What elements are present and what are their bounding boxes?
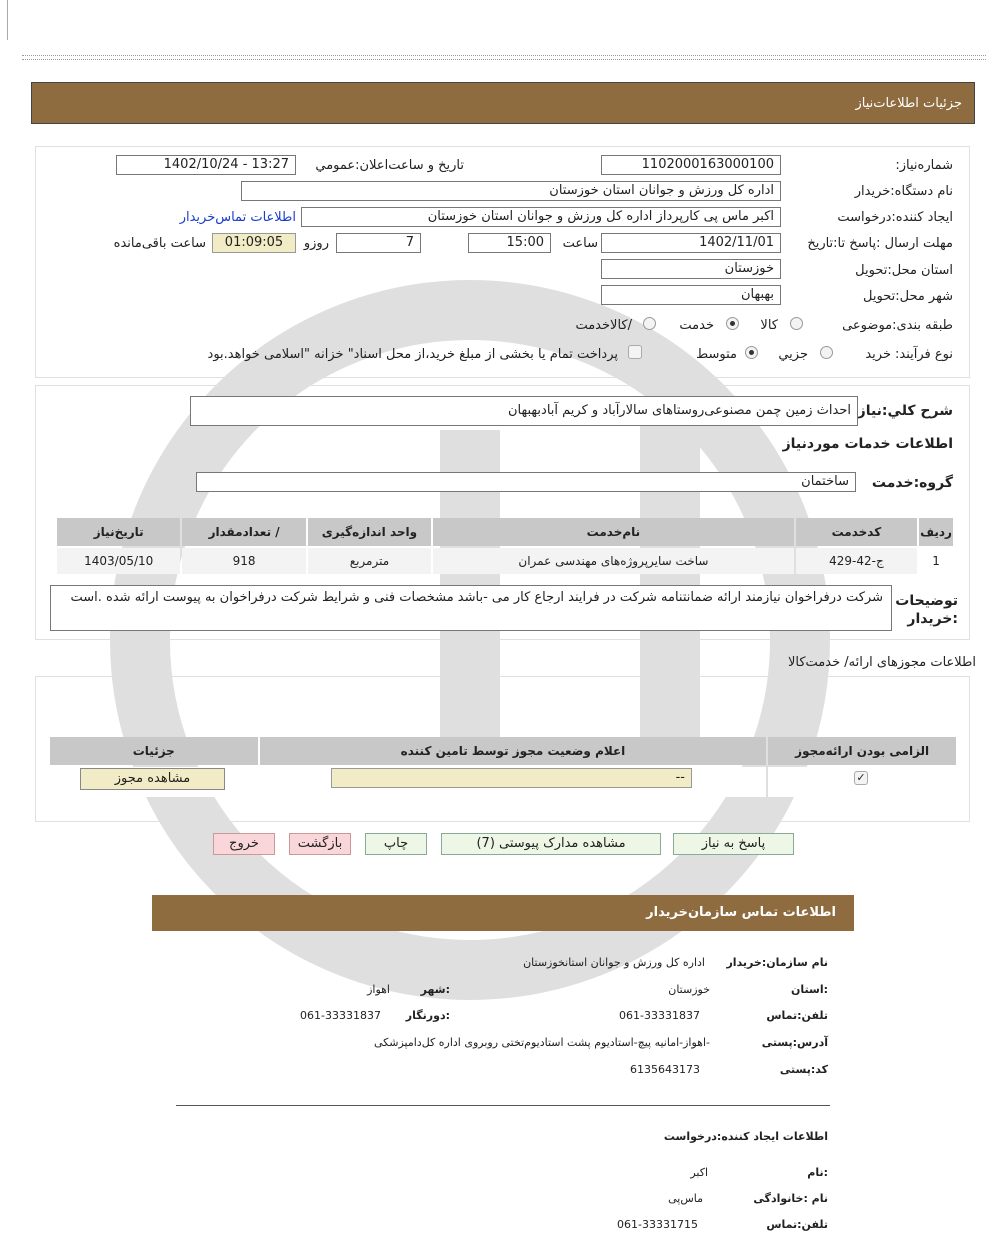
col-details: جزئیات xyxy=(50,737,258,765)
services-title: اطلاعات خدمات موردنیاز xyxy=(782,436,953,452)
description-field: احداث زمین چمن مصنوعی‌روستاهای سالارآباد و کریم آبادبهبهان xyxy=(190,396,858,426)
col-code: کدخدمت xyxy=(796,518,917,546)
print-button[interactable]: چاپ xyxy=(365,833,427,855)
contact-header xyxy=(152,895,854,931)
process-radio-minor[interactable] xyxy=(820,346,833,359)
city-field: بهبهان xyxy=(601,285,781,305)
cell-code: ج-42-429 xyxy=(796,548,917,574)
deadline-time-field: 15:00 xyxy=(468,233,551,253)
col-date: تاریخ‌نیاز xyxy=(57,518,180,546)
name-value: اکبر xyxy=(690,1166,708,1179)
announce-field: 1402/10/24 - 13:27 xyxy=(116,155,296,175)
process-option-minor: جزیي xyxy=(778,347,808,362)
name-label: :نام xyxy=(807,1166,828,1179)
category-option-goods: کالا xyxy=(760,318,778,333)
col-qty: / تعدادمقدار xyxy=(182,518,305,546)
city-contact-label: :شهر xyxy=(420,983,450,996)
postal-value: 6135643173 xyxy=(630,1063,700,1076)
cell-row: 1 xyxy=(919,548,953,574)
days-label: روزو xyxy=(303,236,329,251)
family-value: ماس‌پی xyxy=(668,1192,703,1205)
table-row xyxy=(57,548,953,574)
col-status: اعلام وضعیت مجوز توسط تامین کننده xyxy=(260,737,767,765)
header-title: جزئیات اطلاعات‌نیاز xyxy=(855,96,962,111)
payment-note: پرداخت تمام یا بخشی از مبلغ خرید،از محل اسناد" خزانه "اسلامی خواهد.بود xyxy=(207,347,618,362)
category-option-service: خدمت xyxy=(679,318,714,333)
process-buy-label: خرید xyxy=(865,347,891,362)
fax-label: :دورنگار xyxy=(405,1009,450,1022)
col-name: نام‌خدمت xyxy=(433,518,794,546)
reply-button[interactable]: پاسخ به نیاز xyxy=(673,833,794,855)
col-row: ردیف xyxy=(919,518,953,546)
cell-name: ساخت سایرپروژه‌های مهندسی عمران xyxy=(433,548,794,574)
address-label: آدرس:پستی xyxy=(761,1036,828,1049)
view-permit-button[interactable]: مشاهده مجوز xyxy=(80,768,225,790)
process-radio-medium[interactable] xyxy=(745,346,758,359)
cell-qty: 918 xyxy=(182,548,305,574)
buyer-notes-field: شرکت درفراخوان نیازمند ارائه ضمانتنامه شرکت در فرایند ارجاع کار می -باشد مشخصات فنی و شرایط شرکت درفراخوان به پیوست ارائه شده .است xyxy=(50,585,892,631)
creator-label: ایجاد کننده:درخواست xyxy=(837,210,953,225)
cell-date: 1403/05/10 xyxy=(57,548,180,574)
province-field: خوزستان xyxy=(601,259,781,279)
payment-checkbox[interactable] xyxy=(628,345,642,359)
phone-label: تلفن:تماس xyxy=(766,1009,828,1022)
creator-phone-label: تلفن:تماس xyxy=(766,1218,828,1231)
need-number-label: شماره‌نیاز: xyxy=(895,158,953,173)
buyer-field: اداره کل ورزش و جوانان استان خوزستان xyxy=(241,181,781,201)
address-value: -اهواز-امانیه پیچ-استادیوم پشت استادیوم‌تختی روبروی اداره کل‌دامپزشکی xyxy=(374,1036,710,1049)
creator-phone-value: 061-33331715 xyxy=(617,1218,698,1231)
permits-table-header xyxy=(50,737,956,765)
back-button[interactable]: بازگشت xyxy=(289,833,351,855)
view-docs-button[interactable]: مشاهده مدارک پیوستی (7) xyxy=(441,833,661,855)
province-contact-label: :استان xyxy=(791,983,828,996)
city-contact-value: اهواز xyxy=(367,983,390,996)
permits-title: اطلاعات مجوزهای ارائه/ خدمت‌کالا xyxy=(787,655,976,670)
remaining-time-field: 01:09:05 xyxy=(212,233,296,253)
category-radio-goods[interactable] xyxy=(790,317,803,330)
family-label: نام :خانوادگی xyxy=(753,1192,828,1205)
deadline-date-field: 1402/11/01 xyxy=(601,233,781,253)
fax-value: 061-33331837 xyxy=(300,1009,381,1022)
permit-required-checkbox: ✓ xyxy=(854,771,868,785)
exit-button[interactable]: خروج xyxy=(213,833,275,855)
group-field: ساختمان xyxy=(196,472,856,492)
phone-value: 061-33331837 xyxy=(619,1009,700,1022)
need-number-field: 1102000163000100 xyxy=(601,155,781,175)
category-option-both: /کالاخدمت xyxy=(575,318,632,333)
contact-title: اطلاعات تماس سازمان‌خریدار xyxy=(646,905,836,920)
deadline-hour-label: ساعت xyxy=(562,236,598,251)
remaining-label: ساعت باقی‌مانده xyxy=(113,236,206,251)
process-label: نوع فرآیند: xyxy=(895,347,953,362)
org-value: اداره کل ورزش و جوانان استانخوزستان xyxy=(523,956,705,969)
deadline-label: مهلت ارسال :پاسخ تا:تاریخ xyxy=(807,236,953,251)
services-table-header xyxy=(57,518,953,546)
buyer-label: نام دستگاه:خریدار xyxy=(854,184,953,199)
col-required: الزامی بودن ارائه‌مجوز xyxy=(768,737,956,765)
buyer-contact-link[interactable]: اطلاعات تماس‌خریدار xyxy=(179,210,296,225)
col-unit: واحد اندازه‌گیری xyxy=(308,518,431,546)
cell-unit: مترمربع xyxy=(308,548,431,574)
province-contact-value: خوزستان xyxy=(668,983,710,996)
page-header xyxy=(31,82,975,124)
days-field: 7 xyxy=(336,233,421,253)
group-label: گروه:خدمت xyxy=(871,475,953,491)
services-table xyxy=(55,516,955,576)
category-radio-service[interactable] xyxy=(726,317,739,330)
city-label: شهر محل:تحویل xyxy=(863,289,953,304)
buyer-notes-label: توضیحات :خریدار xyxy=(895,593,958,627)
creator-title: اطلاعات ایجاد کننده:درخواست xyxy=(663,1130,828,1143)
org-label: نام سازمان:خریدار xyxy=(726,956,828,969)
province-label: استان محل:تحویل xyxy=(855,263,953,278)
creator-field: اکبر ماس پی کارپرداز اداره کل ورزش و جوانان استان خوزستان xyxy=(301,207,781,227)
contact-divider xyxy=(176,1105,830,1106)
permit-status-field[interactable]: -- xyxy=(331,768,692,788)
process-option-medium: متوسط xyxy=(696,347,737,362)
announce-label: تاریخ و ساعت‌اعلان:عمومي xyxy=(315,158,464,173)
postal-label: کد:پستی xyxy=(779,1063,828,1076)
category-label: طبقه بندی:موضوعی xyxy=(842,318,953,333)
description-label: شرح کلي:نیاز xyxy=(857,403,953,419)
category-radio-both[interactable] xyxy=(643,317,656,330)
